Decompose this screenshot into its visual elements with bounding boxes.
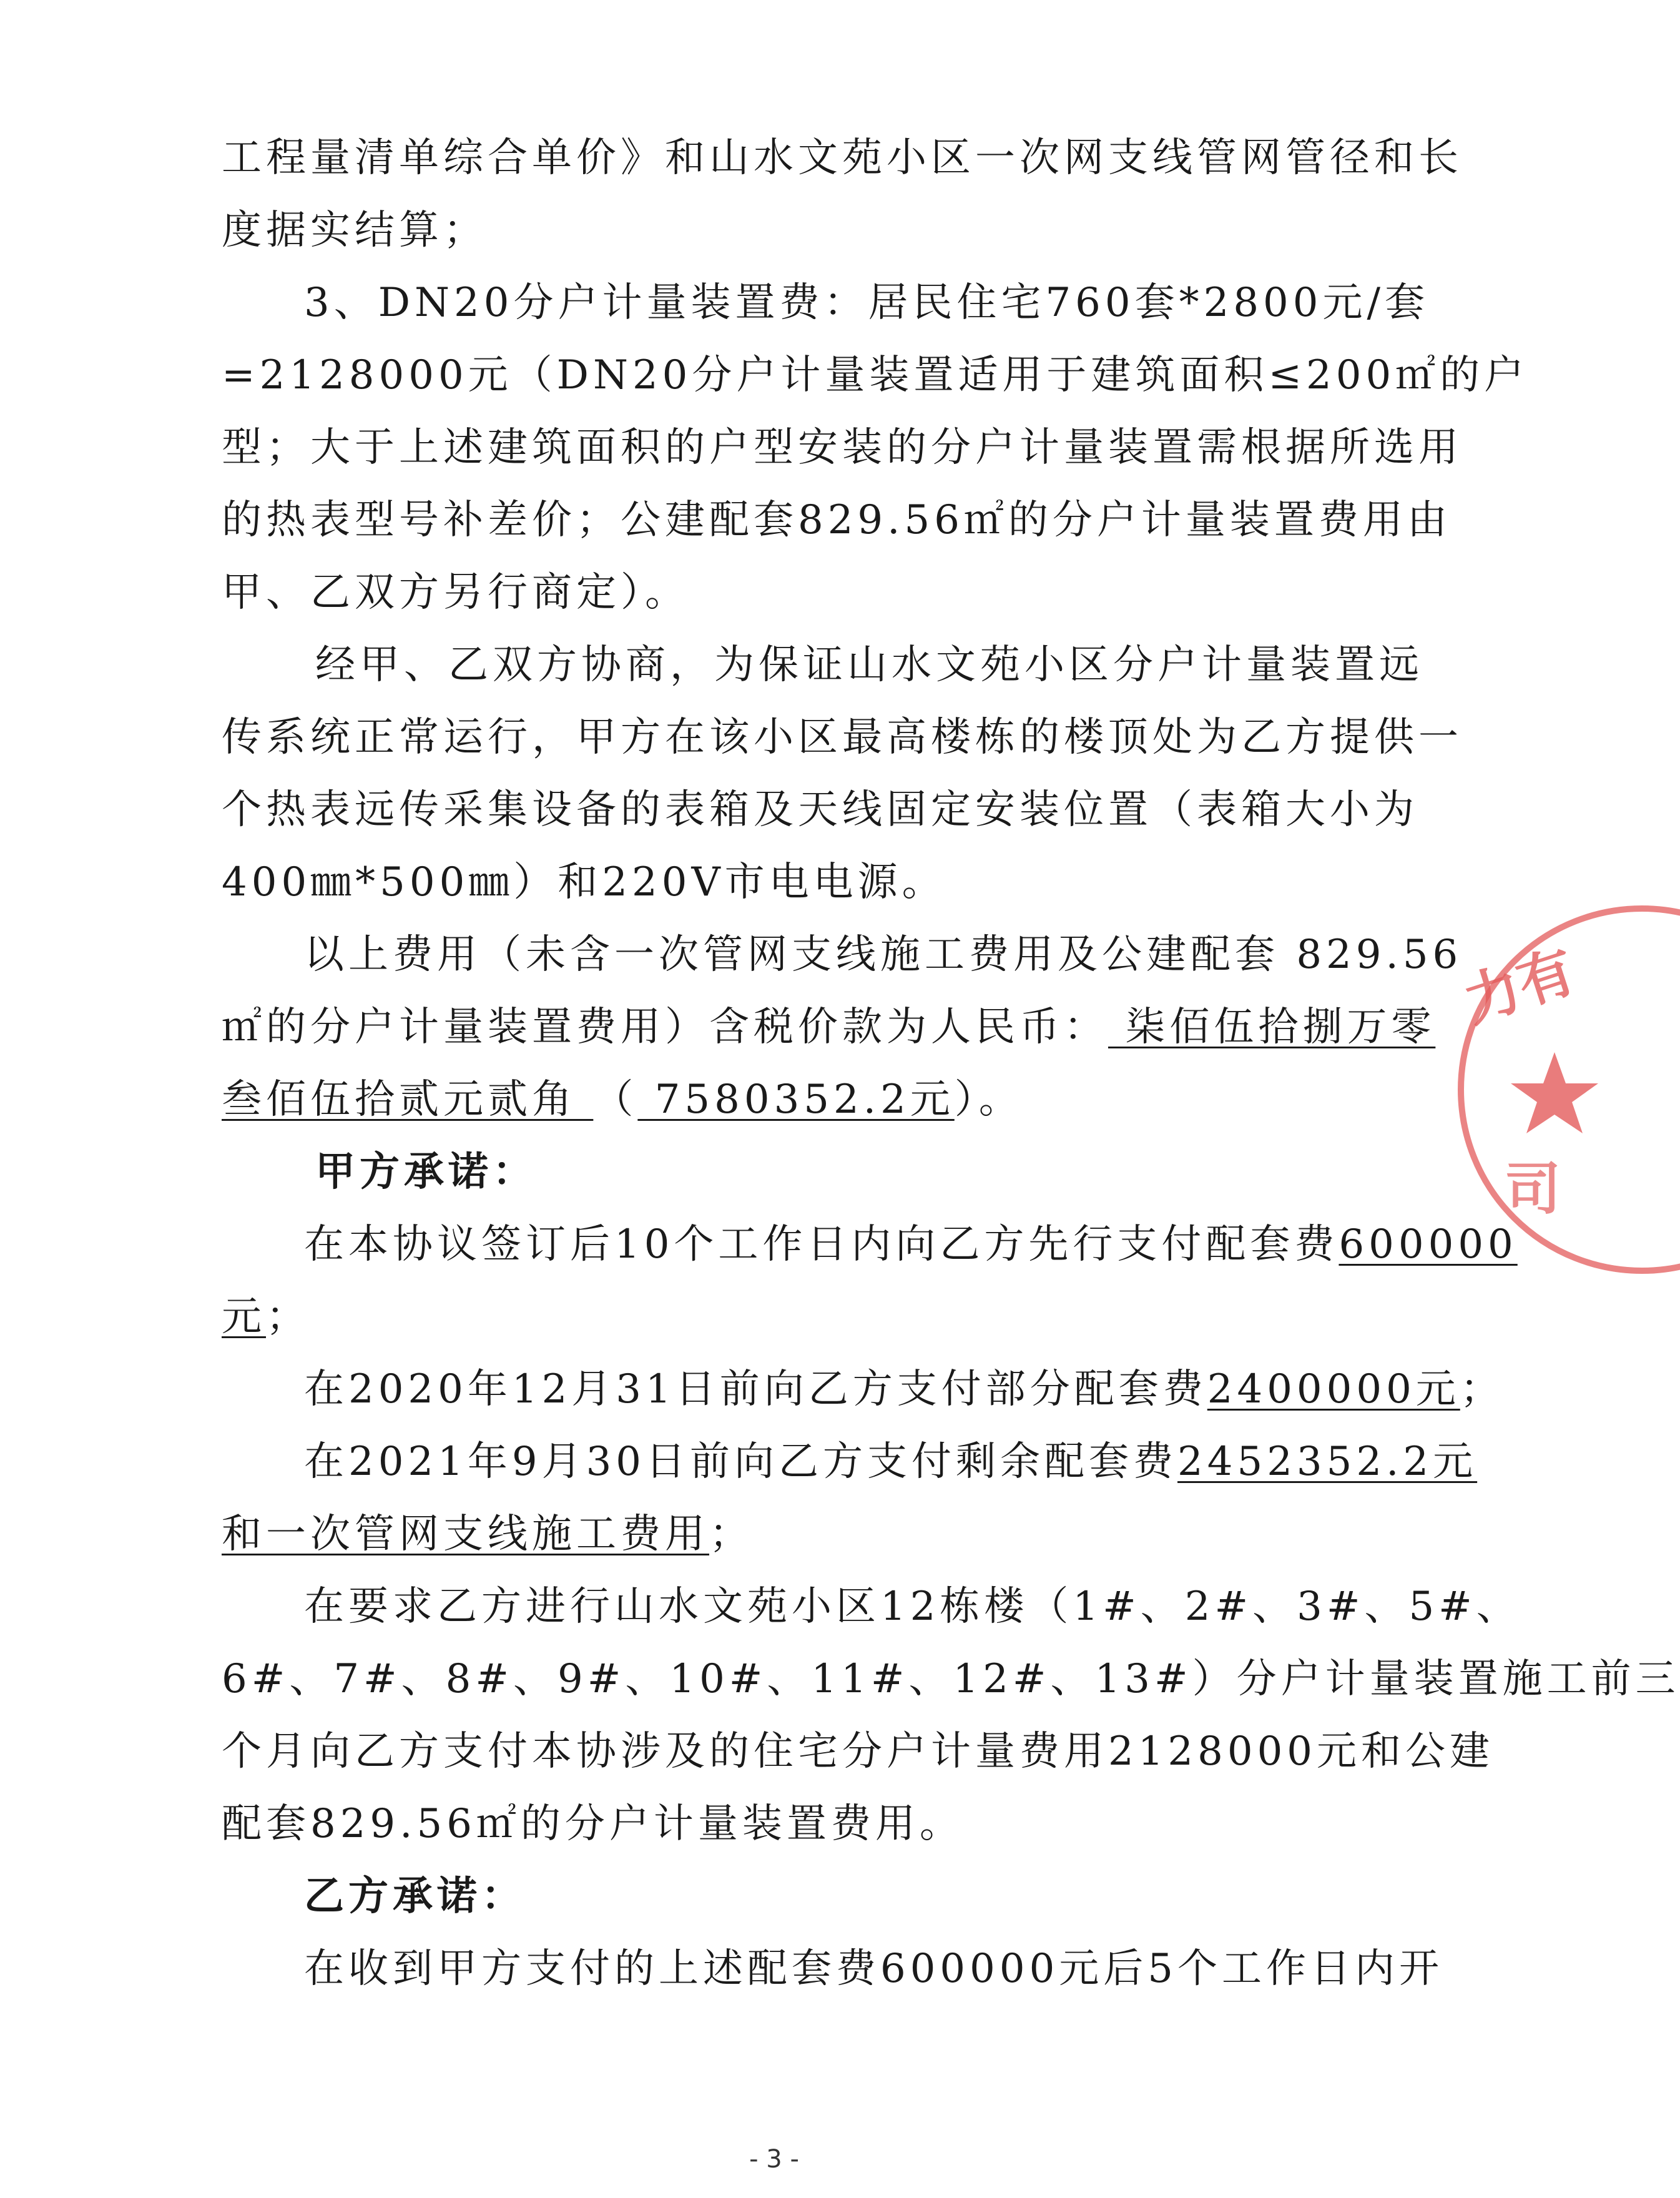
payment-line-2 <box>222 1353 1505 1426</box>
payment-underlined: 和一次管网支线施工费用 <box>222 1511 709 1557</box>
payment-text: 在本协议签订后10个工作日内向乙方先行支付配套费 <box>304 1221 1339 1268</box>
price-amount-number: 7580352.2元 <box>637 1077 955 1123</box>
svg-text:司: 司 <box>1505 1156 1561 1222</box>
page-number: - 3 - <box>749 2145 799 2174</box>
text-line: 3、DN20分户计量装置费：居民住宅760套*2800元/套 <box>304 280 1430 326</box>
text-line: 在要求乙方进行山水文苑小区12栋楼（1#、2#、3#、5#、 <box>304 1584 1521 1630</box>
text-line: 配套829.56㎡的分户计量装置费用。 <box>222 1801 964 1847</box>
payment-end: ； <box>266 1294 310 1340</box>
company-seal-icon <box>1455 902 1642 1277</box>
payment-text: 在2020年12月31日前向乙方支付部分配套费 <box>304 1366 1207 1412</box>
price-amount-upper: 柒佰伍拾捌万零 <box>1108 1004 1436 1050</box>
text-line: 经甲、乙双方协商，为保证山水文苑小区分户计量装置远 <box>315 642 1423 688</box>
party-a-heading: 甲方承诺： <box>315 1148 537 1195</box>
text-line: =2128000元（DN20分户计量装置适用于建筑面积≤200㎡的户 <box>222 352 1529 398</box>
svg-text:力有: 力有 <box>1456 938 1583 1035</box>
open-paren: （ <box>593 1077 638 1123</box>
payment-line-3 <box>222 1426 1478 1498</box>
payment-line-1-cont <box>222 1281 1383 1353</box>
price-line <box>222 991 1436 1063</box>
text-line: 以上费用（未含一次管网支线施工费用及公建配套 829.56 <box>304 932 1463 978</box>
payment-amount-unit: 元 <box>222 1294 266 1340</box>
text-line: 型；大于上述建筑面积的户型安装的分户计量装置需根据所选用 <box>222 425 1463 471</box>
text-line: 在收到甲方支付的上述配套费600000元后5个工作日内开 <box>304 1946 1444 1992</box>
text-line: 6#、7#、8#、9#、10#、11#、12#、13#）分户计量装置施工前三 <box>222 1656 1680 1702</box>
payment-amount: 2452352.2元 <box>1177 1439 1478 1485</box>
price-line-2 <box>222 1063 1383 1136</box>
text-line: 工程量清单综合单价》和山水文苑小区一次网支线管网管径和长 <box>222 135 1463 181</box>
payment-text: 在2021年9月30日前向乙方支付剩余配套费 <box>304 1439 1178 1485</box>
text-line: 的热表型号补差价；公建配套829.56㎡的分户计量装置费用由 <box>222 497 1452 543</box>
payment-line-3-cont <box>222 1498 1383 1570</box>
payment-end: ； <box>709 1511 754 1557</box>
party-b-heading: 乙方承诺： <box>304 1873 526 1920</box>
text-line: 个月向乙方支付本协涉及的住宅分户计量费用2128000元和公建 <box>222 1728 1495 1775</box>
text-line: 个热表远传采集设备的表箱及天线固定安装位置（表箱大小为 <box>222 787 1418 833</box>
payment-end: ； <box>1460 1366 1505 1412</box>
text-line: 传系统正常运行，甲方在该小区最高楼栋的楼顶处为乙方提供一 <box>222 714 1463 761</box>
price-prefix: ㎡的分户计量装置费用）含税价款为人民币： <box>222 1004 1108 1050</box>
text-line: 400㎜*500㎜）和220V市电电源。 <box>222 859 946 905</box>
payment-amount: 600000 <box>1339 1221 1518 1268</box>
price-amount-upper-cont: 叁佰伍拾贰元贰角 <box>222 1077 594 1123</box>
payment-line-1 <box>222 1208 1518 1281</box>
text-line: 度据实结算； <box>222 207 488 254</box>
text-line: 甲、乙双方另行商定）。 <box>222 569 689 616</box>
payment-amount: 2400000元 <box>1207 1366 1460 1412</box>
close-paren: ）。 <box>954 1077 1023 1123</box>
